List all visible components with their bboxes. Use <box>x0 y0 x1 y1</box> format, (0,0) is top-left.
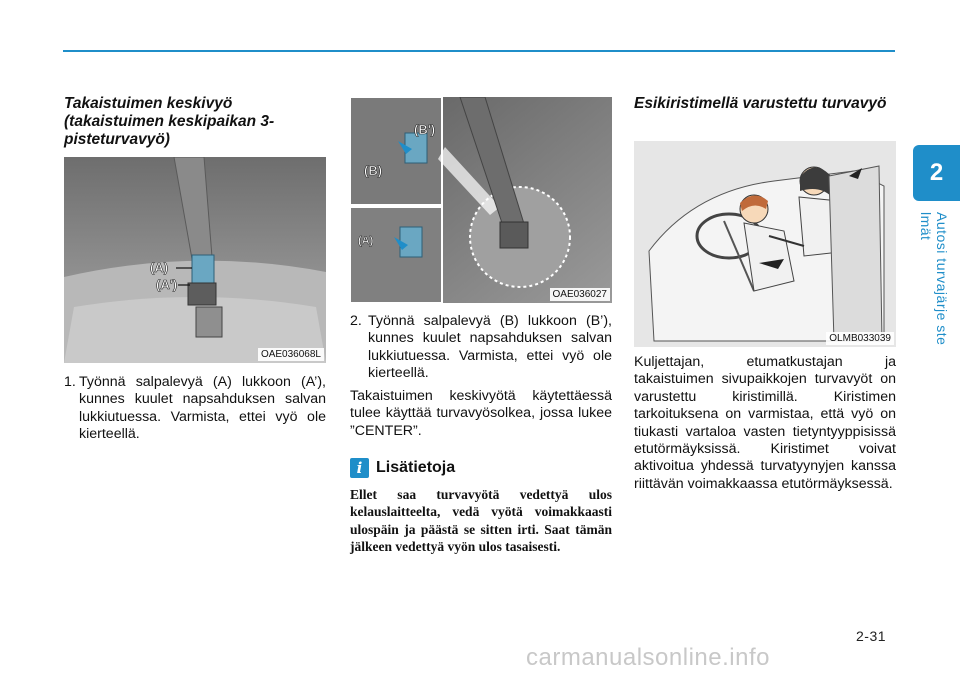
photo-center-belt-buckle <box>64 157 326 363</box>
photo-center-belt-latch <box>350 97 612 303</box>
image-code: OAE036027 <box>550 288 611 301</box>
step-text: Työnnä salpalevyä (A) lukkoon (A’), kunnes kuulet napsahduksen salvan lukkiutuessa. Varmista, ettei vyö ole kierteellä. <box>79 374 326 443</box>
section-heading-pretensioner: Esikiristimellä varustettu turvavyö <box>634 95 887 112</box>
image-code: OAE036068L <box>258 348 324 361</box>
illustration-pretensioner <box>634 141 896 347</box>
center-buckle-note: Takaistuimen keskivyötä käytettäessä tulee käyttää turvavyösolkea, jossa lukee ”CENTER”. <box>350 388 612 439</box>
section-heading-rear-center-belt: Takaistuimen keskivyö (takaistuimen keskipaikan 3-pisteturvavyö) <box>64 95 275 148</box>
step-number: 2. <box>350 313 362 329</box>
info-heading <box>350 457 455 479</box>
info-icon: i <box>350 458 369 478</box>
callout-a-small: (A) <box>358 235 374 247</box>
step-1 <box>64 374 326 444</box>
chapter-number-tab: 2 <box>913 145 960 201</box>
callout-a: (A) <box>150 260 169 275</box>
info-text: Ellet saa turvavyötä vedettyä ulos kelauslaitteelta, vedä vyötä voimakkaasti ulospäin ja päästä se sitten irti. Saat tämän jälkeen vedettyä vyön ulos tasaisesti. <box>350 487 612 555</box>
callout-b-prime: (B') <box>414 122 436 137</box>
chapter-title: Autosi turvajärje ste lmät <box>918 212 950 346</box>
top-rule <box>63 50 895 52</box>
image-code: OLMB033039 <box>826 332 894 345</box>
step-2 <box>350 313 612 383</box>
callout-b: (B) <box>364 163 383 178</box>
watermark: carmanualsonline.info <box>526 644 770 671</box>
page-number: 2-31 <box>856 628 887 644</box>
step-text: Työnnä salpalevyä (B) lukkoon (B’), kunnes kuulet napsahduksen salvan lukkiutuessa. Varmista, ettei vyö ole kierteellä. <box>368 313 612 382</box>
info-title: Lisätietoja <box>376 459 456 476</box>
pretensioner-description: Kuljettajan, etumatkustajan ja takaistuimen sivupaikkojen turvavyöt on varustettu kiristimillä. Kiristimen tarkoituksena on varmistaa, että vyö on tiukasti vartaloa vasten tietyntyyppisissä etutörmäyksissä. Kiristimet voivat aktivoitua yhdessä turvatyynyjen kanssa riittävän voimakkaassa etutörmäyksessä. <box>634 354 896 492</box>
callout-a-prime: (A') <box>156 277 178 292</box>
step-number: 1. <box>64 374 76 390</box>
